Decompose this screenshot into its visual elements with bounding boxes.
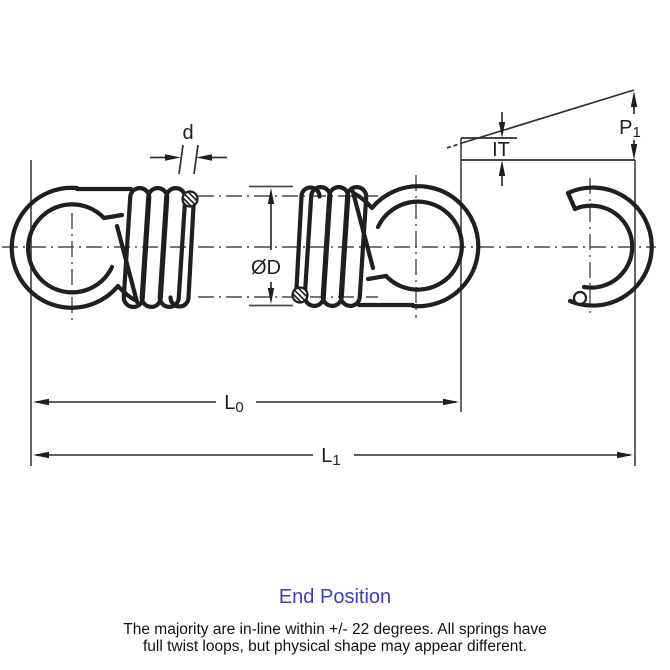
dimension-outer-diameter [249,187,293,306]
left-hook-tip-cut [104,215,122,218]
l0-arrow-right-head [443,399,459,405]
left-hook-inner-arc [28,204,112,292]
extended-length-label: L1 [321,445,341,469]
end-hook-wire-end-loop [574,292,586,304]
p1-arrow-up-head [631,91,637,107]
right-hook-tip-cut [368,276,386,279]
d-arrow-right-head [196,154,212,160]
force-diagram [447,90,641,186]
outer-diameter-label: ØD [251,257,281,279]
right-hook-inner-arc [378,202,462,290]
d-tick-right [194,145,198,174]
it-arrow-up-head [499,160,505,176]
load-first-label: P1 [619,117,641,141]
d-tick-left [179,145,183,174]
dimension-extended-length [33,445,633,469]
initial-tension-label: IT [492,139,510,161]
load-slope-dashed-tail [447,143,462,148]
od-arrow-down-head [268,288,274,304]
p1-arrow-down-head [631,144,637,160]
wire-diameter-label: d [182,122,194,144]
l0-arrow-left-head [33,399,49,405]
load-slope-line [462,90,634,143]
spring-note [0,622,670,655]
l1-arrow-left-head [33,452,49,458]
note-line-1: The majority are in-line within +/- 22 degrees. All springs have [123,621,547,638]
end-hook-top-cut [568,193,575,209]
dimension-wire-diameter [150,122,227,174]
end-position-title: End Position [278,586,392,608]
dimension-free-length [33,392,459,416]
free-length-label: L0 [224,392,244,416]
note-line-2: full twist loops, but physical shape may appear different. [143,637,527,655]
d-arrow-left-head [165,154,181,160]
l1-arrow-right-head [617,452,633,458]
